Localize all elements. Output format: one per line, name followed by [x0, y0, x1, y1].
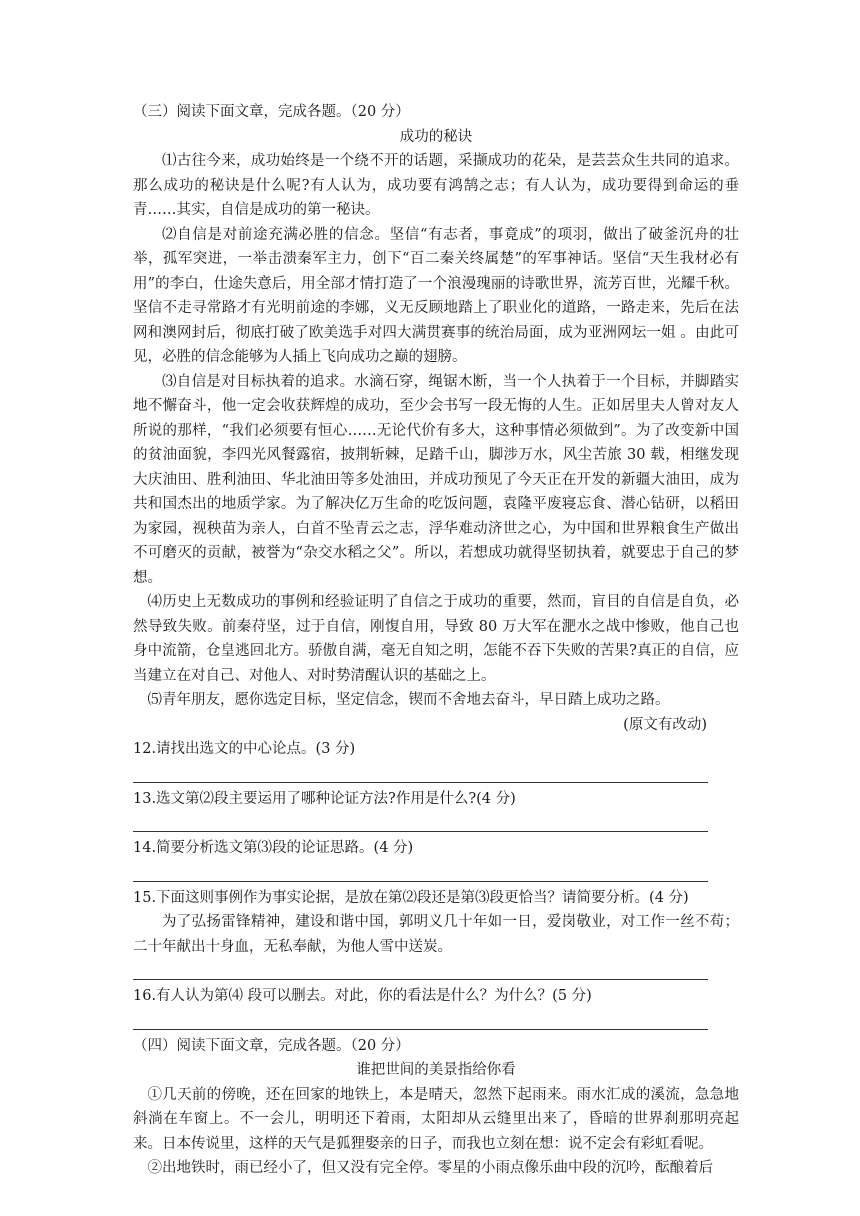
section4-heading: （四）阅读下面文章，完成各题。（20 分） [133, 1037, 410, 1054]
article2-title: 谁把世间的美景指给你看 [356, 1062, 516, 1078]
article-title: 成功的秘诀 [399, 128, 473, 145]
question-15-material: 为了弘扬雷锋精神，建设和谐中国，郭明义几十年如一日，爱岗敬业，对工作一丝不苟；二十年献出十身血，无私奉献，为他人雪中送炭。 [133, 914, 739, 955]
question-13: 13.选文第⑵段主要运用了哪种论证方法?作用是什么?(4 分) [133, 790, 516, 807]
paragraph-4: ⑷历史上无数成功的事例和经验证明了自信之于成功的重要，然而，盲目的自信是自负，必然导致失败。前秦苻坚，过于自信，刚愎自用，导致 80 万大军在淝水之战中惨败，他自己也身中流箭，仓皇逃回北方。骄傲自满，毫无自知之明，怎能不吞下失败的苦果?真正的自信，应当建立在对自己、对他人、对时势清醒认识的基础之上。 [133, 594, 739, 684]
question-14: 14.简要分析选文第⑶段的论证思路。(4 分) [133, 840, 414, 856]
question-16: 16.有人认为第⑷ 段可以删去。对此，你的看法是什么？为什么？(5 分) [133, 988, 592, 1004]
paragraph-1: ⑴古往今来，成功始终是一个绕不开的话题，采撷成功的花朵，是芸芸众生共同的追求。那么成功的秘诀是什么呢?有人认为，成功要有鸿鹄之志；有人认为，成功要得到命运的垂青……其实，自信是成功的第一秘诀。 [133, 153, 739, 218]
paragraph-2: ⑵自信是对前途充满必胜的信念。坚信“有志者，事竟成”的项羽，做出了破釜沉舟的壮举，孤军突进，一举击溃秦军主力，创下“百二秦关终属楚”的军事神话。坚信“天生我材必有用”的李白，仕途失意后，用全部才情打造了一个浪漫瑰丽的诗歌世界，流芳百世，光耀千秋。坚信不走寻常路才有光明前途的李娜，义无反顾地踏上了职业化的道路，一路走来，先后在法网和澳网封后，彻底打破了欧美选手对四大满贯赛事的统治局面，成为亚洲网坛一姐 。由此可见，必胜的信念能够为人插上飞向成功之巅的翅膀。 [133, 226, 739, 365]
paragraph-3: ⑶自信是对目标执着的追求。水滴石穿，绳锯木断，当一个人执着于一个目标，并脚踏实地不懈奋斗，他一定会收获辉煌的成功，至少会书写一段无悔的人生。正如居里夫人曾对友人所说的那样，“我们必须要有恒心……无论代价有多大，这种事情必须做到”。为了改变新中国的贫油面貌，李四光风餐露宿，披荆斩棘，足踏千山，脚涉万水，风尘苦旅 30 载，相继发现大庆油田、胜利油田、华北油田等多处油田，并成功预见了今天正在开发的新疆大油田，成为共和国杰出的地质学家。为了解决亿万生命的吃饭问题，袁隆平废寝忘食、潜心钻研，以稻田为家园，视秧苗为亲人，白首不坠青云之志，浮华难动济世之心，为中国和世界粮食生产做出不可磨灭的贡献，被誉为“杂交水稻之父”。所以，若想成功就得坚韧执着，就要忠于自己的梦想。 [133, 373, 739, 586]
paragraph-5: ⑸青年朋友，愿你选定目标，坚定信念，锲而不舍地去奋斗，早日踏上成功之路。 [147, 692, 670, 708]
article2-paragraph-2: ②出地铁时，雨已经小了，但又没有完全停。零星的小雨点像乐曲中段的沉吟，酝酿着后 [147, 1160, 713, 1176]
section3-heading: （三）阅读下面文章，完成各题。（20 分） [133, 104, 410, 120]
article2-paragraph-1: ①几天前的傍晚，还在回家的地铁上，本是晴天，忽然下起雨来。雨水汇成的溪流，急急地斜淌在车窗上。不一会儿，明明还下着雨，太阳却从云缝里出来了，昏暗的世界刹那明亮起来。日本传说里，这样的天气是狐狸娶亲的日子，而我也立刻在想：说不定会有彩虹看呢。 [133, 1086, 739, 1152]
question-12: 12.请找出选文的中心论点。(3 分) [133, 741, 356, 757]
source-note: (原文有改动) [623, 716, 707, 733]
question-15: 15.下面这则事例作为事实论据，是放在第⑵段还是第⑶段更恰当？请简要分析。(4 分) [133, 889, 689, 906]
exam-page [133, 100, 739, 1181]
